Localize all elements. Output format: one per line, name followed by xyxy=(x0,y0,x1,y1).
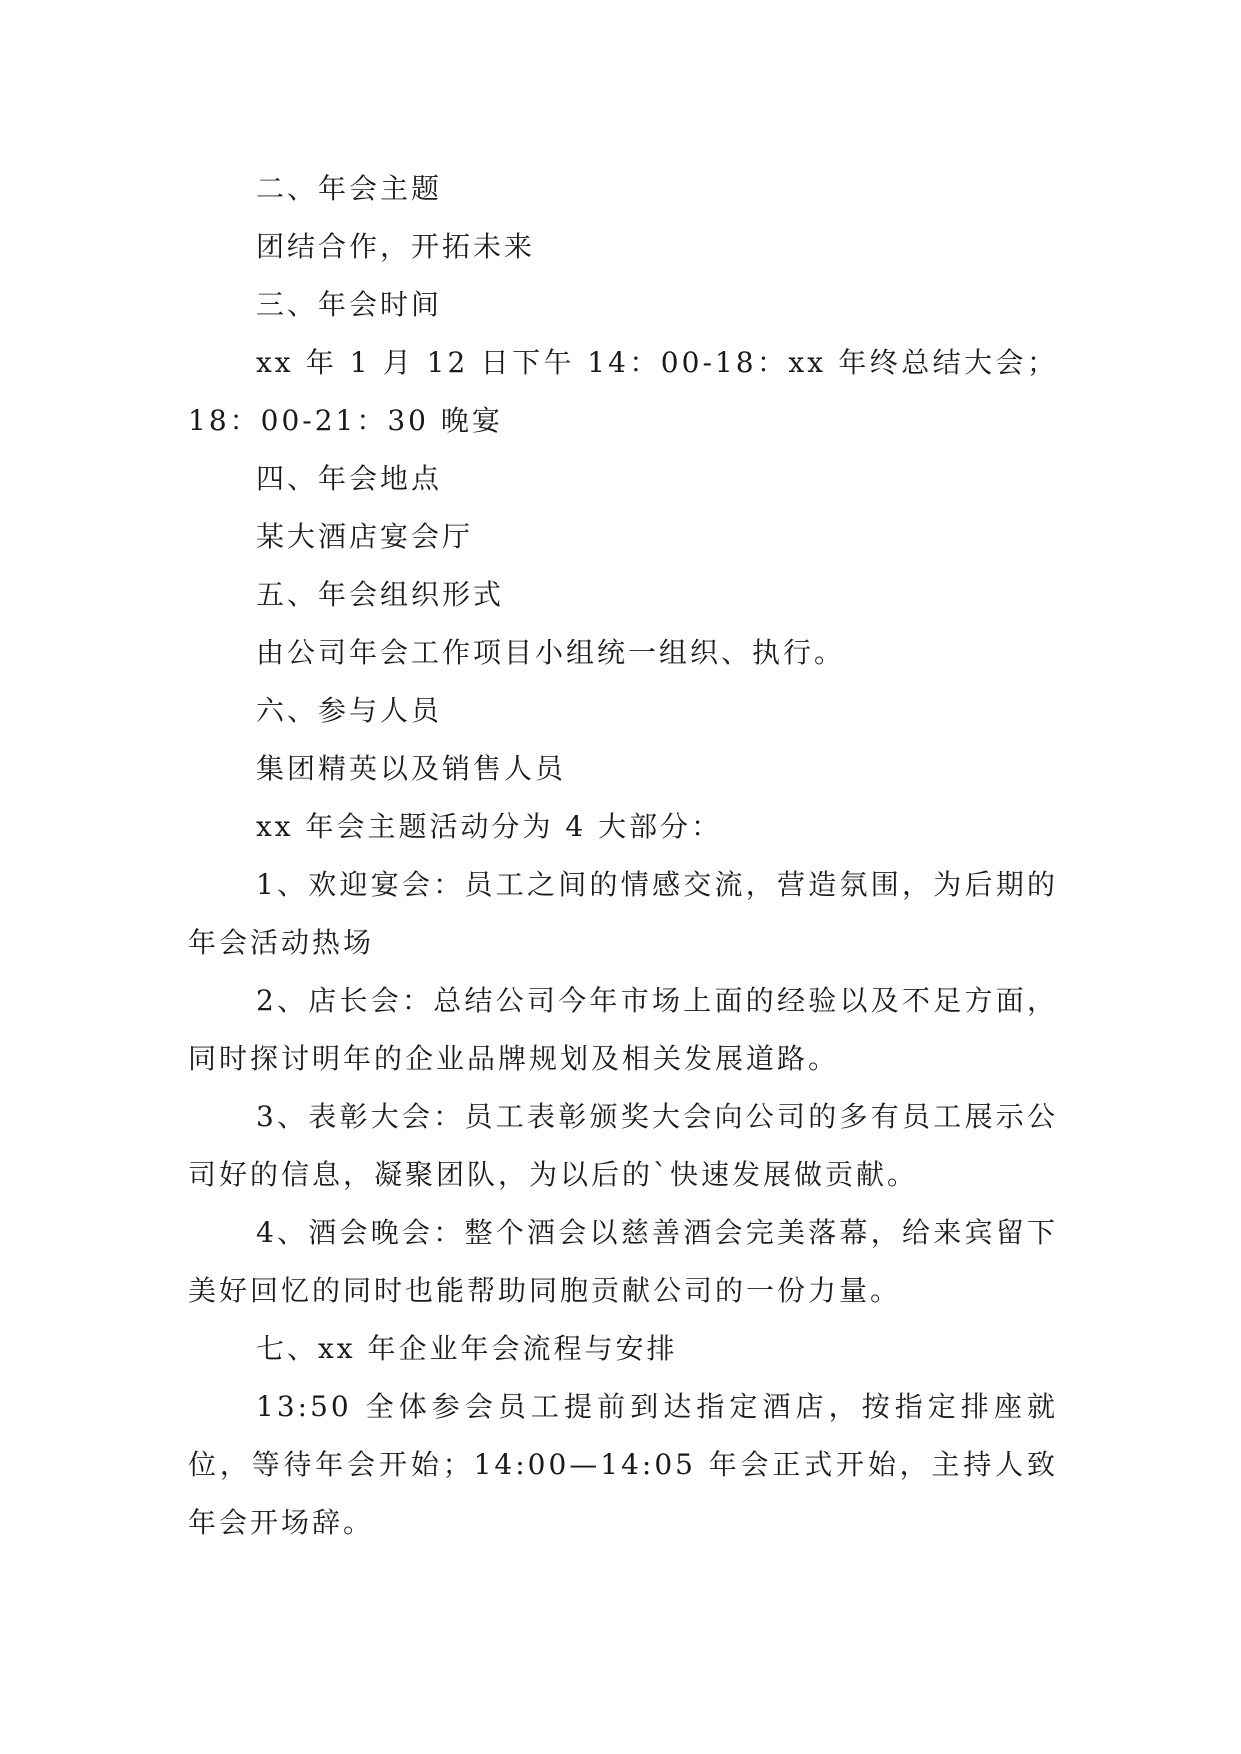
activity-item-1: 1、欢迎宴会：员工之间的情感交流，营造氛围，为后期的年会活动热场 xyxy=(188,868,1058,959)
location-text: 某大酒店宴会厅 xyxy=(256,520,474,553)
section-heading-location: 四、年会地点 xyxy=(256,462,443,495)
section-heading-time: 三、年会时间 xyxy=(256,288,443,321)
activities-intro: xx 年会主题活动分为 4 大部分： xyxy=(256,810,723,843)
section-heading-schedule: 七、xx 年企业年会流程与安排 xyxy=(256,1332,678,1365)
organization-text: 由公司年会工作项目小组统一组织、执行。 xyxy=(256,636,846,669)
section-heading-organization: 五、年会组织形式 xyxy=(256,578,505,611)
activity-item-2: 2、店长会：总结公司今年市场上面的经验以及不足方面，同时探讨明年的企业品牌规划及相关发展道路。 xyxy=(188,984,1058,1075)
document-body xyxy=(188,160,1058,1552)
participants-text: 集团精英以及销售人员 xyxy=(256,752,567,785)
section-heading-participants: 六、参与人员 xyxy=(256,694,443,727)
activity-item-4: 4、酒会晚会：整个酒会以慈善酒会完美落幕，给来宾留下美好回忆的同时也能帮助同胞贡献公司的一份力量。 xyxy=(188,1216,1058,1307)
schedule-text: 13:50 全体参会员工提前到达指定酒店，按指定排座就位，等待年会开始；14:00—14:05 年会正式开始，主持人致年会开场辞。 xyxy=(188,1390,1058,1539)
theme-text: 团结合作，开拓未来 xyxy=(256,230,536,263)
time-text: xx 年 1 月 12 日下午 14：00-18：xx 年终总结大会；18：00-21：30 晚宴 xyxy=(188,346,1058,437)
activity-item-3: 3、表彰大会：员工表彰颁奖大会向公司的多有员工展示公司好的信息，凝聚团队，为以后的`快速发展做贡献。 xyxy=(188,1100,1058,1191)
section-heading-theme: 二、年会主题 xyxy=(256,172,443,205)
